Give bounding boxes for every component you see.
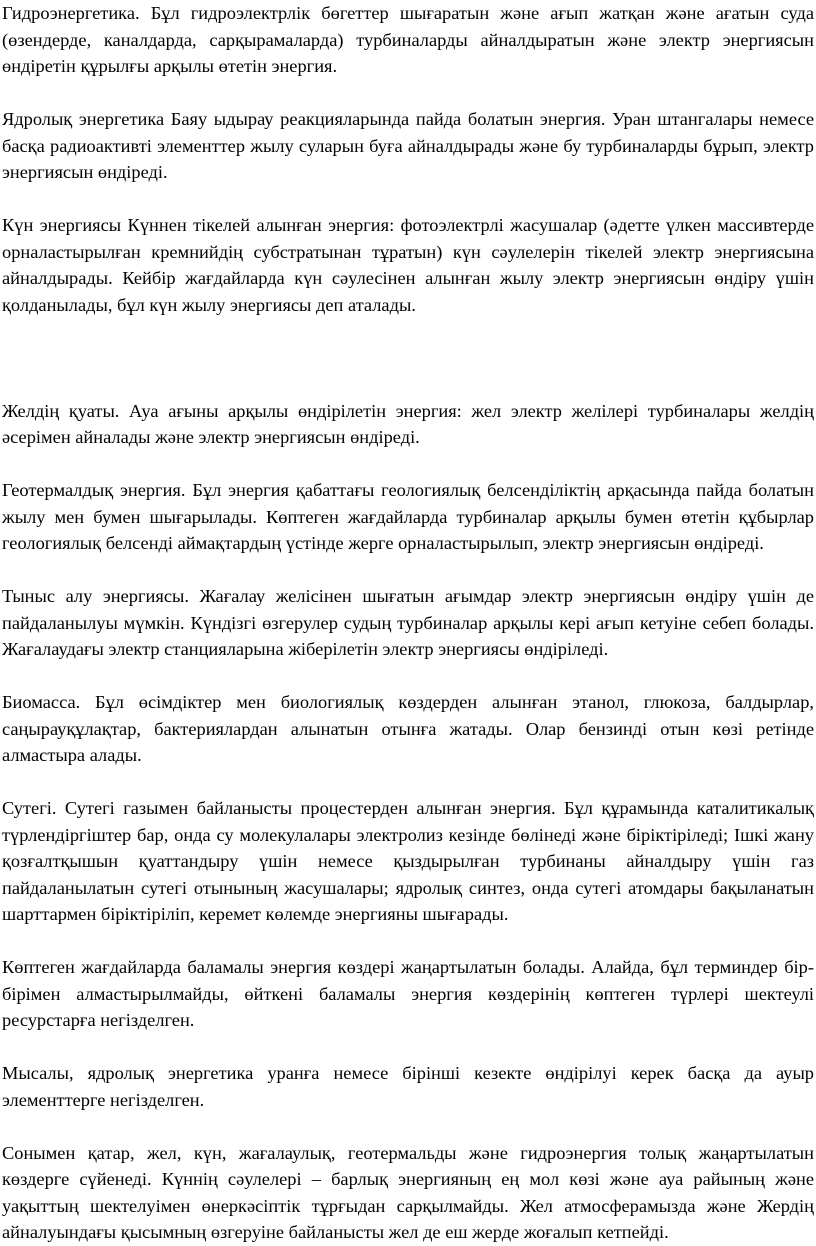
paragraph-spacer — [2, 1034, 814, 1061]
paragraph-wind: Желдің қуаты. Ауа ағыны арқылы өндірілетін энергия: жел электр желілері турбиналары желдің әсерімен айналады және электр энергиясын өндіреді. — [2, 400, 814, 447]
paragraph-spacer — [2, 451, 814, 478]
paragraph-hydropower: Гидроэнергетика. Бұл гидроэлектрлік бөгеттер шығаратын және ағып жатқан және ағатын суда (өзендерде, каналдарда, сарқырамаларда) турбиналарды айналдыратын және электр энергиясын өндіретін құрылғы арқылы өтетін энергия. — [2, 3, 814, 76]
paragraph-solar: Күн энергиясы Күннен тікелей алынған энергия: фотоэлектрлі жасушалар (әдетте үлкен массивтерде орналастырылған кремнийдің субстратынан тұратын) күн сәулелерін тікелей электр энергиясына айналдырады. Кейбір жағдайларда күн сәулесінен алынған жылу электр энергиясын өндіру үшін қолданылады, бұл күн жылу энергиясы деп аталады. — [2, 215, 814, 315]
paragraph-spacer — [2, 663, 814, 690]
paragraph-biomass: Биомасса. Бұл өсімдіктер мен биологиялық көздерден алынған этанол, глюкоза, балдырлар, саңырауқұлақтар, бактериялардан алынатын отынға жатады. Олар бензинді отын көзі ретінде алмастыра алады. — [2, 692, 814, 765]
paragraph-spacer — [2, 928, 814, 955]
paragraph-spacer — [2, 186, 814, 213]
paragraph-geothermal: Геотермалдық энергия. Бұл энергия қабаттағы геологиялық белсенділіктің арқасында пайда болатын жылу мен бумен шығарылады. Көптеген жағдайларда турбиналар арқылы бумен өтетін құбырлар геологиялық белсенді аймақтардың үстінде жерге орналастырылып, электр энергиясын өндіреді. — [2, 480, 814, 553]
paragraph-spacer — [2, 1113, 814, 1140]
paragraph-spacer — [2, 769, 814, 796]
paragraph-spacer — [2, 557, 814, 584]
paragraph-spacer — [2, 80, 814, 107]
paragraph-tidal: Тыныс алу энергиясы. Жағалау желісінен шығатын ағымдар электр энергиясын өндіру үшін де пайдаланылуы мүмкін. Күндізгі өзгерулер судың турбиналар арқылы кері ағып кетуіне себеп болады. Жағалаудағы электр станцияларына жіберілетін электр энергиясы өндіріледі. — [2, 586, 814, 659]
paragraph-renewable: Көптеген жағдайларда баламалы энергия көздері жаңартылатын болады. Алайда, бұл терминдер бір-бірімен алмастырылмайды, өйткені баламалы энергия көздерінің көптеген түрлері шектеулі ресурстарға негізделген. — [2, 957, 814, 1030]
paragraph-nuclear-example: Мысалы, ядролық энергетика уранға немесе бірінші кезекте өндірілуі керек басқа да ауыр элементтерге негізделген. — [2, 1063, 814, 1110]
paragraph-hydrogen: Сутегі. Сутегі газымен байланысты процестерден алынған энергия. Бұл құрамында каталитикалық түрлендіргіштер бар, онда су молекулалары электролиз кезінде бөлінеді және біріктіріледі; Ішкі жану қозғалтқышын қуаттандыру үшін немесе қыздырылған турбинаны айналдыру үшін газ пайдаланылатын сутегі отынының жасушалары; ядролық синтез, онда сутегі атомдары бақыланатын шарттармен біріктіріліп, керемет көлемде энергияны шығарады. — [2, 798, 814, 924]
paragraph-conclusion: Сонымен қатар, жел, күн, жағалаулық, геотермальды және гидроэнергия толық жаңартылатын көздерге сүйенеді. Күннің сәулелері – барлық энергияның ең мол көзі және ауа райының және уақыттың шектелуімен өнеркәсіптік тұрғыдан сарқылмайды. Жел атмосферамызда және Жердің айналуындағы қысымның өзгеруіне байланысты жел де еш жерде жоғалып кетпейді. — [2, 1142, 814, 1242]
paragraph-nuclear: Ядролық энергетика Баяу ыдырау реакцияларында пайда болатын энергия. Уран штангалары немесе басқа радиоактивті элементтер жылу суларын буға айналдырады және бу турбиналарды бұрып, электр энергиясын өндіреді. — [2, 109, 814, 182]
paragraph-spacer-large — [2, 318, 814, 398]
